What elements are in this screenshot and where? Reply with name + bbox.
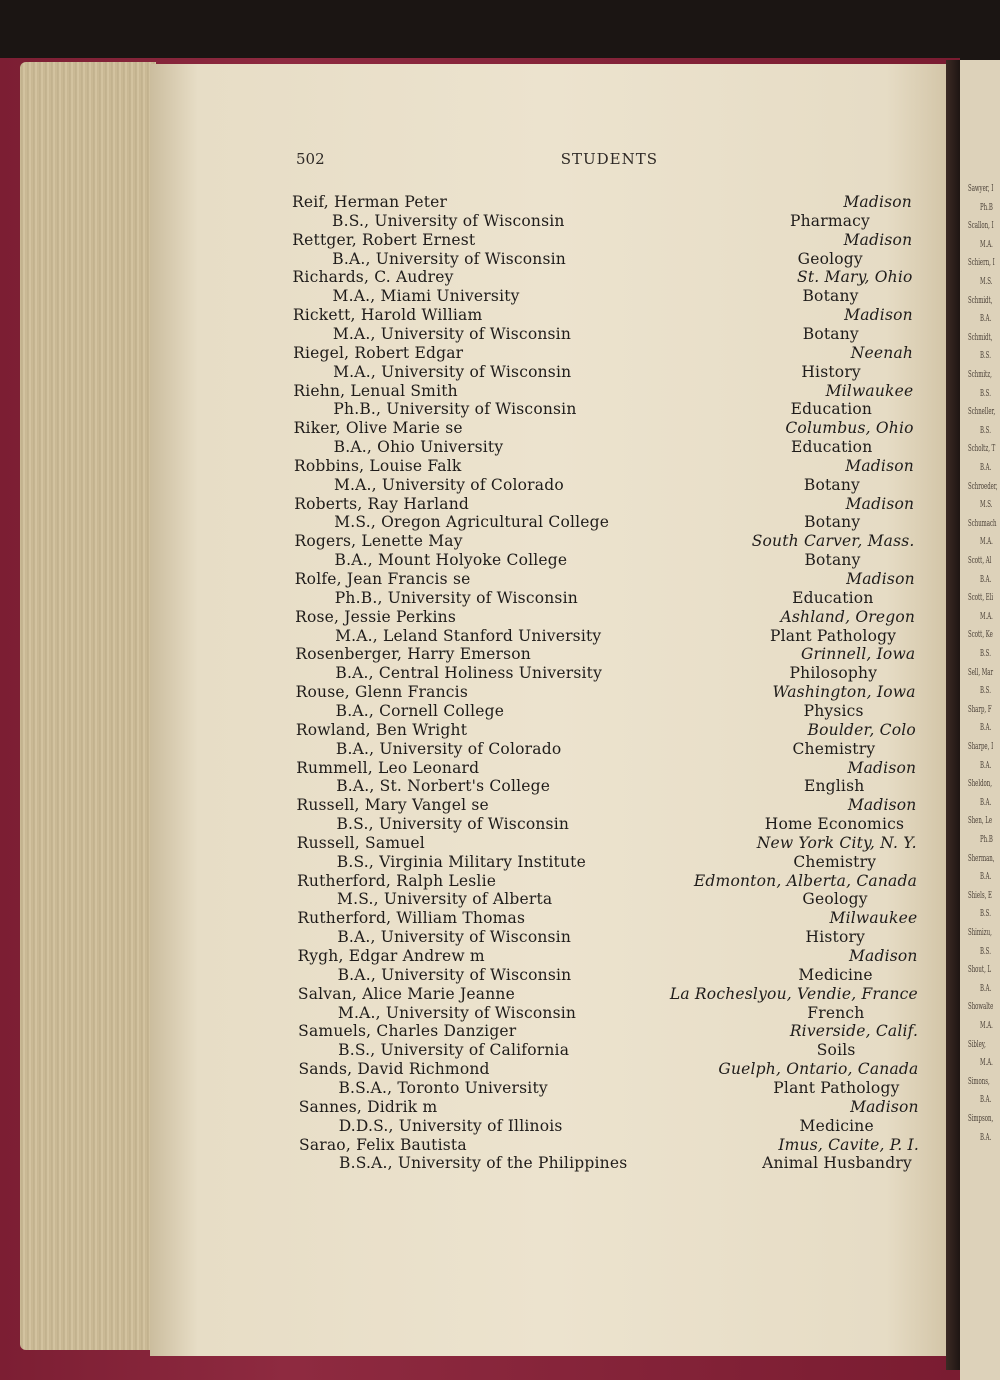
major-subject: French xyxy=(807,1003,865,1022)
student-name: Rowland, Ben Wright xyxy=(295,720,468,739)
student-name: Rettger, Robert Ernest xyxy=(292,230,476,249)
student-name: Robbins, Louise Falk xyxy=(293,456,462,475)
hometown: St. Mary, Ohio xyxy=(797,268,913,287)
facing-page-fragment: Ph.B xyxy=(980,202,993,213)
student-name: Reif, Herman Peter xyxy=(292,193,448,211)
facing-page-fragment: Schroeder, xyxy=(968,481,998,492)
facing-page-fragment: Schneller, xyxy=(968,407,996,418)
facing-page-fragment: Schmidt, xyxy=(968,332,993,343)
facing-page-fragment: Shimizu, xyxy=(968,928,992,938)
student-name: Rogers, Lenette May xyxy=(294,532,463,551)
facing-page-fragment: Sawyer, I xyxy=(968,184,994,194)
facing-page-fragment: B.S. xyxy=(980,909,991,920)
hometown: New York City, N. Y. xyxy=(756,833,917,852)
degree: M.A., University of Wisconsin xyxy=(333,362,572,381)
hometown: La Rocheslyou, Vendie, France xyxy=(669,984,918,1003)
student-name: Samuels, Charles Danziger xyxy=(298,1022,517,1041)
major-subject: Education xyxy=(792,588,874,607)
facing-page-fragment: M.A. xyxy=(980,1021,993,1031)
facing-page-fragment: Scott, Al xyxy=(968,556,992,566)
facing-page-fragment: Scholtz, T xyxy=(968,444,996,455)
page-header xyxy=(296,150,658,170)
degree: Ph.B., University of Wisconsin xyxy=(334,588,578,607)
hometown: Riverside, Calif. xyxy=(789,1022,919,1041)
student-name: Rutherford, Ralph Leslie xyxy=(297,871,497,890)
facing-page-fragment: B.S. xyxy=(980,686,991,697)
major-subject: History xyxy=(805,928,866,947)
facing-page-fragment: M.S. xyxy=(980,277,993,287)
hometown: Boulder, Colo xyxy=(807,720,916,739)
major-subject: Plant Pathology xyxy=(769,626,897,645)
facing-page-fragment: B.S. xyxy=(980,425,991,436)
hometown: Madison xyxy=(844,306,913,325)
student-name: Sarao, Felix Bautista xyxy=(299,1135,467,1154)
student-name: Russell, Mary Vangel se xyxy=(296,796,489,815)
hometown: Columbus, Ohio xyxy=(785,419,914,438)
major-subject: Botany xyxy=(802,287,859,306)
major-subject: Soils xyxy=(816,1041,856,1060)
page-edges xyxy=(20,62,156,1350)
facing-page-fragment: Sharp, F xyxy=(968,704,992,715)
facing-page-fragment: Shen, Le xyxy=(968,816,993,827)
degree: D.D.S., University of Illinois xyxy=(338,1116,563,1135)
major-subject: Chemistry xyxy=(793,852,877,871)
degree: B.S., Virginia Military Institute xyxy=(336,852,586,871)
hometown: Edmonton, Alberta, Canada xyxy=(693,871,918,890)
student-name: Salvan, Alice Marie Jeanne xyxy=(297,984,515,1003)
student-name: Sands, David Richmond xyxy=(298,1060,490,1079)
facing-page-fragment: Scallon, I xyxy=(968,221,994,232)
facing-page-fragment: Simpson, xyxy=(968,1114,994,1124)
degree: B.S., University of Wisconsin xyxy=(336,815,570,834)
facing-page-fragment: Sibley, xyxy=(968,1039,986,1050)
facing-page-fragment: B.S. xyxy=(980,946,991,957)
facing-page-fragment: Schumach xyxy=(968,518,997,529)
major-subject: Medicine xyxy=(798,965,873,984)
degree: M.A., Miami University xyxy=(332,287,520,306)
hometown: Imus, Cavite, P. I. xyxy=(778,1135,919,1154)
degree: B.A., Central Holiness University xyxy=(335,664,603,683)
degree: B.A., University of Wisconsin xyxy=(337,965,572,984)
facing-page-edge xyxy=(960,60,1000,1380)
running-title: STUDENTS xyxy=(560,150,658,168)
hometown: Milwaukee xyxy=(829,909,918,928)
hometown: Madison xyxy=(847,796,917,815)
facing-page-fragment: Shiels, E xyxy=(968,890,992,901)
student-name: Rickett, Harold William xyxy=(292,306,483,325)
student-name: Rummell, Leo Leonard xyxy=(296,758,480,777)
hometown: Madison xyxy=(843,230,913,249)
major-subject: Botany xyxy=(804,551,861,570)
facing-page-fragment: B.A. xyxy=(980,983,992,994)
hometown: Madison xyxy=(848,947,918,965)
degree: B.A., Cornell College xyxy=(335,701,505,720)
hometown: Madison xyxy=(847,758,917,777)
facing-page-fragment: Shout, L xyxy=(968,965,992,976)
student-name: Rose, Jessie Perkins xyxy=(295,607,457,626)
hometown: Guelph, Ontario, Canada xyxy=(718,1060,919,1079)
facing-page-fragment: Sell, Mar xyxy=(968,667,994,678)
student-name: Riker, Olive Marie se xyxy=(293,419,463,438)
major-subject: Philosophy xyxy=(789,664,878,683)
degree: B.A., University of Wisconsin xyxy=(332,249,566,268)
hometown: Ashland, Oregon xyxy=(780,607,916,626)
facing-page-fragment: B.A. xyxy=(980,574,992,585)
degree: M.A., University of Wisconsin xyxy=(332,324,572,343)
major-subject: Education xyxy=(790,438,873,457)
major-subject: Plant Pathology xyxy=(773,1078,900,1097)
student-name: Richards, C. Audrey xyxy=(292,268,454,287)
facing-page-fragment: B.S. xyxy=(980,388,991,399)
degree: M.A., University of Colorado xyxy=(333,475,564,494)
facing-page-fragment: Ph.B xyxy=(980,835,993,845)
facing-page-fragment: M.A. xyxy=(980,239,993,250)
major-subject: Geology xyxy=(802,890,868,909)
degree: B.A., St. Norbert's College xyxy=(336,777,551,796)
facing-page-fragment: Showalte xyxy=(968,1002,994,1013)
student-name: Rosenberger, Harry Emerson xyxy=(295,645,531,664)
degree: Ph.B., University of Wisconsin xyxy=(333,400,577,419)
facing-page-fragment: B.A. xyxy=(980,1132,992,1143)
student-name: Sannes, Didrik m xyxy=(298,1097,438,1116)
degree: M.A., Leland Stanford University xyxy=(335,626,602,645)
degree: B.A., University of Wisconsin xyxy=(337,928,572,947)
major-subject: Botany xyxy=(803,475,861,494)
facing-page-fragment: B.A. xyxy=(980,760,992,771)
facing-page-fragment: Schiern, I xyxy=(968,258,995,269)
student-name: Riehn, Lenual Smith xyxy=(293,381,458,400)
major-subject: Home Economics xyxy=(764,815,905,834)
major-subject: Education xyxy=(790,400,873,419)
student-name: Rolfe, Jean Francis se xyxy=(294,570,471,588)
degree: M.S., University of Alberta xyxy=(337,890,553,909)
major-subject: Physics xyxy=(803,701,864,720)
facing-page-fragment: B.A. xyxy=(980,314,992,325)
degree: B.A., Mount Holyoke College xyxy=(334,551,568,570)
facing-page-fragment: Schmidt, xyxy=(968,295,993,306)
degree: B.A., University of Colorado xyxy=(335,739,562,758)
hometown: Madison xyxy=(845,456,914,475)
facing-page-fragment: B.A. xyxy=(980,797,992,808)
facing-page-fragment: M.A. xyxy=(980,611,993,622)
degree: M.A., University of Wisconsin xyxy=(337,1003,577,1022)
facing-page-fragment: Schmitz, xyxy=(968,370,992,380)
facing-page-fragment: Simons, xyxy=(968,1076,990,1087)
facing-page-fragment: Sharpe, I xyxy=(968,742,994,752)
facing-page-fragment: M.A. xyxy=(980,1058,993,1069)
degree: B.S., University of Wisconsin xyxy=(332,211,565,230)
hometown: Grinnell, Iowa xyxy=(800,645,916,664)
hometown: Madison xyxy=(843,193,912,211)
student-name: Rouse, Glenn Francis xyxy=(295,683,468,702)
major-subject: Geology xyxy=(797,249,863,268)
facing-page-fragment: Sherman, xyxy=(968,853,995,864)
major-subject: History xyxy=(801,362,861,381)
facing-page-fragment: B.A. xyxy=(980,872,992,883)
facing-page-fragment: B.S. xyxy=(980,649,991,659)
degree: B.S.A., University of the Philippines xyxy=(339,1154,628,1173)
facing-page-fragment: B.S. xyxy=(980,351,991,362)
major-subject: Animal Husbandry xyxy=(762,1154,912,1173)
hometown: Madison xyxy=(845,494,915,513)
hometown: Milwaukee xyxy=(825,381,914,400)
major-subject: Botany xyxy=(804,513,861,532)
page-number: 502 xyxy=(296,150,325,168)
major-subject: Medicine xyxy=(799,1116,874,1135)
facing-page-fragment: Scott, Ke xyxy=(968,630,993,641)
hometown: South Carver, Mass. xyxy=(751,532,915,551)
hometown: Washington, Iowa xyxy=(772,683,916,702)
degree: M.S., Oregon Agricultural College xyxy=(334,513,610,532)
facing-page-fragment: M.S. xyxy=(980,500,993,511)
facing-page-fragment: M.A. xyxy=(980,537,993,548)
student-name: Riegel, Robert Edgar xyxy=(293,343,464,362)
student-name: Russell, Samuel xyxy=(296,833,425,852)
degree: B.S., University of California xyxy=(338,1041,570,1060)
facing-page-fragment: B.A. xyxy=(980,463,992,473)
hometown: Madison xyxy=(846,570,915,588)
major-subject: Chemistry xyxy=(792,739,876,758)
facing-page-fragment: Scott, Eli xyxy=(968,593,994,604)
hometown: Neenah xyxy=(850,343,914,362)
facing-page-fragment: B.A. xyxy=(980,723,992,734)
major-subject: Botany xyxy=(802,324,859,343)
facing-page-fragment: B.A. xyxy=(980,1095,992,1106)
hometown: Madison xyxy=(850,1097,919,1116)
student-name: Rygh, Edgar Andrew m xyxy=(297,947,485,965)
degree: B.A., Ohio University xyxy=(333,438,504,457)
facing-page-fragment: Sheldon, xyxy=(968,779,993,790)
student-name: Rutherford, William Thomas xyxy=(297,909,526,928)
student-name: Roberts, Ray Harland xyxy=(294,494,469,513)
major-subject: English xyxy=(803,777,865,796)
degree: B.S.A., Toronto University xyxy=(338,1078,548,1097)
major-subject: Pharmacy xyxy=(789,211,871,230)
